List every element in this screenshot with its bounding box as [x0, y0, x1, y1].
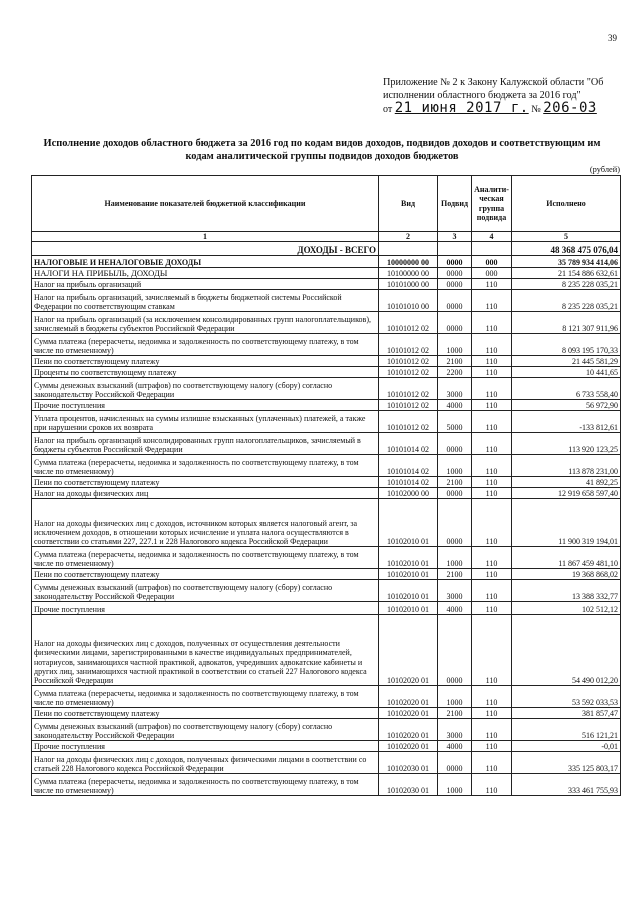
cell-subtype: 2200	[438, 367, 472, 378]
cell-group: 110	[472, 752, 512, 774]
cell-subtype: 0000	[438, 279, 472, 290]
header-name: Наименование показателей бюджетной классификации	[32, 176, 379, 232]
cell-value: 381 857,47	[512, 708, 621, 719]
cell-value: 8 121 307 911,96	[512, 312, 621, 334]
cell-name: Суммы денежных взысканий (штрафов) по соответствующему налогу (сбору) согласно законодательству Российской Федерации	[32, 378, 379, 400]
cell-subtype: 1000	[438, 547, 472, 569]
cell-subtype: 0000	[438, 312, 472, 334]
cell-name: Пени по соответствующему платежу	[32, 708, 379, 719]
column-number: 5	[512, 232, 621, 242]
cell-code: 10101012 02	[379, 367, 438, 378]
cell-subtype: 3000	[438, 580, 472, 602]
cell-subtype: 0000	[438, 256, 472, 268]
cell-subtype: 3000	[438, 719, 472, 741]
table-row	[32, 268, 621, 279]
cell-subtype: 0000	[438, 615, 472, 686]
cell-subtype: 1000	[438, 455, 472, 477]
cell-subtype: 3000	[438, 378, 472, 400]
table-row	[32, 569, 621, 580]
cell-code: 10102020 01	[379, 719, 438, 741]
table-row	[32, 279, 621, 290]
appendix-number-sign: №	[531, 104, 541, 115]
cell-name: Уплата процентов, начисленных на суммы излишне взысканных (уплаченных) платежей, а также при нарушении сроков их возврата	[32, 411, 379, 433]
cell-name: Налог на прибыль организаций консолидированных групп налогоплательщиков, зачисляемый в бюджеты субъектов Российской Федерации	[32, 433, 379, 455]
table-row	[32, 378, 621, 400]
cell-code: 10102010 01	[379, 499, 438, 547]
cell-code: 10102000 00	[379, 488, 438, 499]
table-row	[32, 256, 621, 268]
cell-name: Сумма платежа (перерасчеты, недоимка и задолженность по соответствующему платежу, в том числе по отмененному)	[32, 455, 379, 477]
cell-group: 110	[472, 615, 512, 686]
cell-value: 11 867 459 481,10	[512, 547, 621, 569]
table-row	[32, 356, 621, 367]
cell-group: 110	[472, 378, 512, 400]
cell-group: 110	[472, 400, 512, 411]
column-numbers-row	[32, 232, 621, 242]
cell-subtype: 1000	[438, 774, 472, 796]
cell-name: Сумма платежа (перерасчеты, недоимка и задолженность по соответствующему платежу, в том числе по отмененному)	[32, 334, 379, 356]
units-label: (рублей)	[589, 165, 620, 174]
cell-name: Налог на доходы физических лиц с доходов, полученных от осуществления деятельности физическими лицами, зарегистрированными в качестве индивидуальных предпринимателей, нотариусов, занимающихся частной практикой, адвокатов, учредивших адвокатские кабинеты и других лиц, занимающихся частной практикой в соответствии со статьей 227 Налогового кодекса Российской Федерации	[32, 615, 379, 686]
header-value: Исполнено	[512, 176, 621, 232]
header-code: Вид	[379, 176, 438, 232]
cell-value: 56 972,90	[512, 400, 621, 411]
cell-subtype: 2100	[438, 477, 472, 488]
cell-value: 113 920 123,25	[512, 433, 621, 455]
appendix-number: 206-03	[543, 100, 597, 116]
cell-code: 10101010 00	[379, 290, 438, 312]
cell-value: -133 812,61	[512, 411, 621, 433]
cell-subtype: 2100	[438, 356, 472, 367]
cell-value: 6 733 558,40	[512, 378, 621, 400]
title-line-1: Исполнение доходов областного бюджета за 2016 год по кодам видов доходов, подвидов доходов и соответствующим им	[43, 138, 601, 149]
cell-group: 110	[472, 455, 512, 477]
cell-code: 10101012 02	[379, 400, 438, 411]
cell-code	[379, 242, 438, 256]
cell-name: Налог на доходы физических лиц с доходов, полученных физическими лицами в соответствии со статьей 228 Налогового кодекса Российской Федерации	[32, 752, 379, 774]
cell-code: 10102010 01	[379, 602, 438, 615]
table-row	[32, 367, 621, 378]
table-row	[32, 752, 621, 774]
cell-name: НАЛОГИ НА ПРИБЫЛЬ, ДОХОДЫ	[32, 268, 379, 279]
cell-value: 8 235 228 035,21	[512, 279, 621, 290]
cell-group: 110	[472, 741, 512, 752]
table-row	[32, 400, 621, 411]
cell-group: 000	[472, 256, 512, 268]
cell-group: 110	[472, 719, 512, 741]
cell-subtype	[438, 242, 472, 256]
cell-value: 102 512,12	[512, 602, 621, 615]
table-header-row	[32, 176, 621, 232]
cell-name: Сумма платежа (перерасчеты, недоимка и задолженность по соответствующему платежу, в том числе по отмененному)	[32, 547, 379, 569]
cell-subtype: 0000	[438, 488, 472, 499]
cell-code: 10102020 01	[379, 708, 438, 719]
cell-subtype: 0000	[438, 268, 472, 279]
cell-name: Пени по соответствующему платежу	[32, 569, 379, 580]
table-row	[32, 242, 621, 256]
cell-subtype: 4000	[438, 602, 472, 615]
cell-subtype: 1000	[438, 334, 472, 356]
cell-subtype: 5000	[438, 411, 472, 433]
cell-code: 10102030 01	[379, 752, 438, 774]
cell-code: 10101012 02	[379, 334, 438, 356]
cell-group: 110	[472, 312, 512, 334]
cell-name: Суммы денежных взысканий (штрафов) по соответствующему налогу (сбору) согласно законодательству Российской Федерации	[32, 719, 379, 741]
cell-value: 13 388 332,77	[512, 580, 621, 602]
appendix-line-1: Приложение № 2 к Закону Калужской области "Об	[383, 77, 604, 88]
table-row	[32, 290, 621, 312]
table-row	[32, 615, 621, 686]
table-row	[32, 719, 621, 741]
cell-group	[472, 242, 512, 256]
cell-name: Сумма платежа (перерасчеты, недоимка и задолженность по соответствующему платежу, в том числе по отмененному)	[32, 686, 379, 708]
appendix-line-2: исполнении областного бюджета за 2016 год"	[383, 90, 581, 101]
table-row	[32, 580, 621, 602]
appendix-date: 21 июня 2017 г.	[394, 100, 529, 116]
cell-group: 110	[472, 279, 512, 290]
cell-code: 10102030 01	[379, 774, 438, 796]
table-row	[32, 708, 621, 719]
table-row	[32, 312, 621, 334]
cell-value: 54 490 012,20	[512, 615, 621, 686]
cell-group: 110	[472, 569, 512, 580]
cell-group: 110	[472, 774, 512, 796]
table-row	[32, 488, 621, 499]
appendix-ot: от	[383, 104, 393, 115]
cell-subtype: 1000	[438, 686, 472, 708]
cell-code: 10102010 01	[379, 569, 438, 580]
cell-name: Налог на прибыль организаций	[32, 279, 379, 290]
cell-subtype: 2100	[438, 708, 472, 719]
cell-code: 10102020 01	[379, 686, 438, 708]
cell-subtype: 0000	[438, 290, 472, 312]
cell-group: 110	[472, 602, 512, 615]
cell-value: -0,01	[512, 741, 621, 752]
cell-value: 41 892,25	[512, 477, 621, 488]
cell-name: Проценты по соответствующему платежу	[32, 367, 379, 378]
table-row	[32, 411, 621, 433]
header-subtype: Подвид	[438, 176, 472, 232]
cell-subtype: 4000	[438, 400, 472, 411]
cell-code: 10101012 02	[379, 312, 438, 334]
cell-group: 110	[472, 686, 512, 708]
header-group: Аналити-ческая группа подвида	[472, 176, 512, 232]
cell-name: Налог на прибыль организаций (за исключением консолидированных групп налогоплательщиков), зачисляемый в бюджеты субъектов Российской Федерации	[32, 312, 379, 334]
cell-group: 110	[472, 290, 512, 312]
cell-group: 110	[472, 433, 512, 455]
cell-subtype: 0000	[438, 499, 472, 547]
cell-code: 10102010 01	[379, 547, 438, 569]
table-row	[32, 477, 621, 488]
document-title	[22, 137, 622, 163]
column-number: 4	[472, 232, 512, 242]
table-row	[32, 334, 621, 356]
cell-value: 48 368 475 076,04	[512, 242, 621, 256]
cell-value: 516 121,21	[512, 719, 621, 741]
appendix-date-line	[383, 102, 623, 116]
table-row	[32, 774, 621, 796]
cell-code: 10102020 01	[379, 615, 438, 686]
cell-group: 110	[472, 477, 512, 488]
cell-code: 10102020 01	[379, 741, 438, 752]
cell-group: 110	[472, 488, 512, 499]
column-number: 1	[32, 232, 379, 242]
cell-code: 10101014 02	[379, 433, 438, 455]
table-row	[32, 602, 621, 615]
cell-subtype: 2100	[438, 569, 472, 580]
cell-value: 8 235 228 035,21	[512, 290, 621, 312]
table-row	[32, 741, 621, 752]
cell-group: 110	[472, 411, 512, 433]
cell-subtype: 0000	[438, 433, 472, 455]
title-line-2: кодам аналитической группы подвидов доходов бюджетов	[185, 151, 459, 162]
cell-value: 113 878 231,00	[512, 455, 621, 477]
cell-value: 333 461 755,93	[512, 774, 621, 796]
cell-name: Налог на доходы физических лиц с доходов, источником которых является налоговый агент, за исключением доходов, в отношении которых исчисление и уплата налога осуществляются в соответствии со статьями 227, 227.1 и 228 Налогового кодекса Российской Федерации	[32, 499, 379, 547]
cell-name: Налог на доходы физических лиц	[32, 488, 379, 499]
cell-name: Пени по соответствующему платежу	[32, 356, 379, 367]
cell-code: 10101014 02	[379, 477, 438, 488]
cell-code: 10101012 02	[379, 411, 438, 433]
cell-group: 110	[472, 367, 512, 378]
cell-value: 21 445 581,29	[512, 356, 621, 367]
cell-subtype: 0000	[438, 752, 472, 774]
cell-group: 110	[472, 334, 512, 356]
cell-group: 000	[472, 268, 512, 279]
cell-value: 11 900 319 194,01	[512, 499, 621, 547]
cell-value: 21 154 886 632,61	[512, 268, 621, 279]
page-number: 39	[608, 33, 617, 43]
cell-code: 10101012 02	[379, 378, 438, 400]
appendix-note	[383, 76, 623, 116]
cell-name: Прочие поступления	[32, 741, 379, 752]
column-number: 2	[379, 232, 438, 242]
cell-name: Прочие поступления	[32, 602, 379, 615]
cell-group: 110	[472, 356, 512, 367]
cell-value: 8 093 195 170,33	[512, 334, 621, 356]
table-body	[32, 242, 621, 796]
cell-group: 110	[472, 708, 512, 719]
cell-group: 110	[472, 499, 512, 547]
revenue-table	[31, 175, 621, 796]
table-row	[32, 499, 621, 547]
table-row	[32, 455, 621, 477]
cell-subtype: 4000	[438, 741, 472, 752]
cell-value: 10 441,65	[512, 367, 621, 378]
cell-group: 110	[472, 547, 512, 569]
cell-name: Налог на прибыль организаций, зачисляемый в бюджеты бюджетной системы Российской Федерации по соответствующим ставкам	[32, 290, 379, 312]
table-row	[32, 547, 621, 569]
cell-code: 10101012 02	[379, 356, 438, 367]
cell-code: 10101000 00	[379, 279, 438, 290]
cell-value: 19 368 868,02	[512, 569, 621, 580]
cell-name: Суммы денежных взысканий (штрафов) по соответствующему налогу (сбору) согласно законодательству Российской Федерации	[32, 580, 379, 602]
cell-name: Прочие поступления	[32, 400, 379, 411]
table-row	[32, 433, 621, 455]
table-row	[32, 686, 621, 708]
cell-group: 110	[472, 580, 512, 602]
cell-code: 10102010 01	[379, 580, 438, 602]
cell-value: 53 592 033,53	[512, 686, 621, 708]
cell-code: 10100000 00	[379, 268, 438, 279]
cell-name: НАЛОГОВЫЕ И НЕНАЛОГОВЫЕ ДОХОДЫ	[32, 256, 379, 268]
cell-name: Пени по соответствующему платежу	[32, 477, 379, 488]
cell-code: 10000000 00	[379, 256, 438, 268]
cell-value: 12 919 658 597,40	[512, 488, 621, 499]
cell-value: 35 789 934 414,06	[512, 256, 621, 268]
cell-name: ДОХОДЫ - ВСЕГО	[32, 242, 379, 256]
column-number: 3	[438, 232, 472, 242]
cell-name: Сумма платежа (перерасчеты, недоимка и задолженность по соответствующему платежу, в том числе по отмененному)	[32, 774, 379, 796]
cell-value: 335 125 803,17	[512, 752, 621, 774]
cell-code: 10101014 02	[379, 455, 438, 477]
